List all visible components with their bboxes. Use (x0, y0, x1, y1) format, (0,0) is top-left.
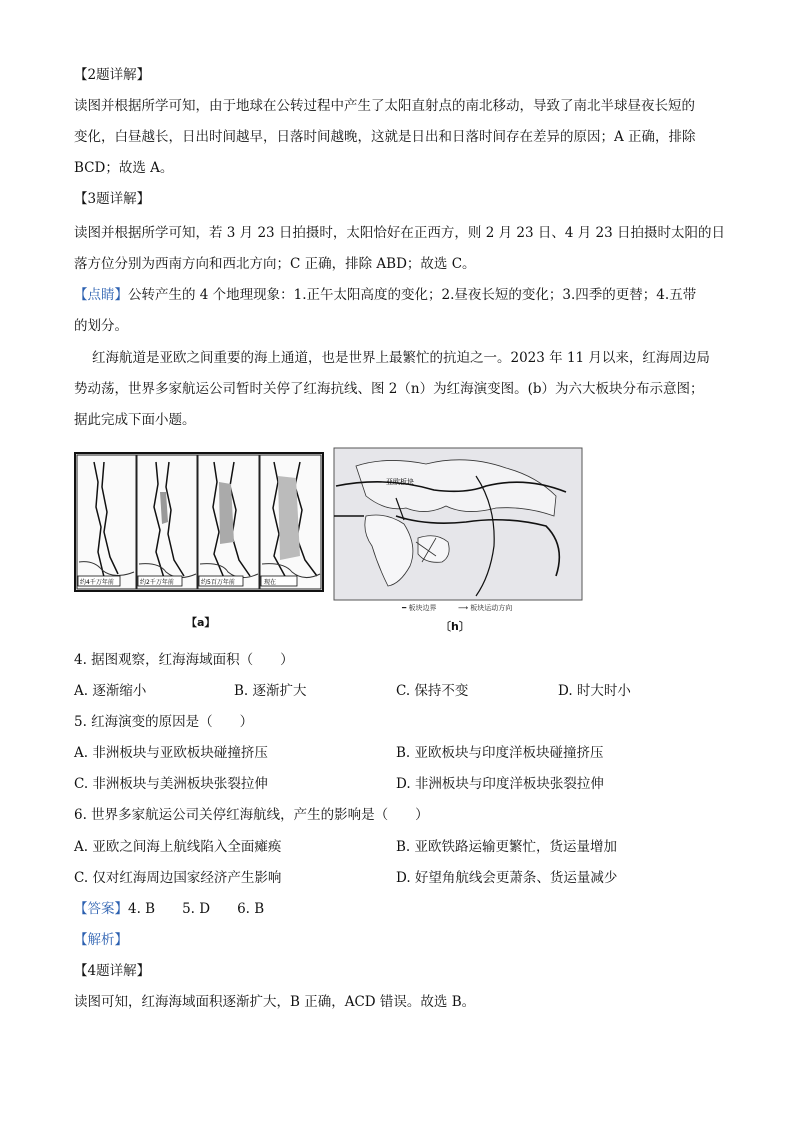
q5-stem: 5. 红海演变的原因是（ ） (74, 714, 254, 730)
section2-line-3: BCD；故选 A。 (74, 160, 174, 176)
q5-option-d: D. 非洲板块与印度洋板块张裂拉伸 (396, 776, 604, 792)
q6-stem: 6. 世界多家航运公司关停红海航线，产生的影响是（ ） (74, 807, 429, 823)
panel-4 (260, 455, 321, 589)
legend-direction: ⟶ 板块运动方向 (458, 604, 513, 612)
dianjing-text: 公转产生的 4 个地理现象：1.正午太阳高度的变化；2.昼夜长短的变化；3.四季的更替；4.五带 (128, 287, 697, 303)
answer-label: 【答案】 (74, 901, 128, 917)
legend-boundary: ━ 板块边界 (402, 604, 437, 612)
panel-label-4: 现在 (264, 579, 277, 586)
section3-heading: 【3题详解】 (74, 191, 151, 207)
dianjing-label: 【点睛】 (74, 287, 128, 303)
q4-option-d: D. 时大时小 (558, 683, 631, 699)
dianjing-line-1 (74, 286, 696, 304)
section3-line-2: 落方位分别为西南方向和西北方向；C 正确，排除 ABD；故选 C。 (74, 256, 476, 272)
q4-option-a: A. 逐渐缩小 (74, 683, 147, 699)
section2-heading: 【2题详解】 (74, 67, 151, 83)
panel-label-3: 约5百万年前 (201, 579, 235, 586)
intro-line-2: 势动荡，世界多家航运公司暂时关停了红海抗线、图 2（n）为红海演变图。(b）为六大板块分布示意图； (74, 381, 704, 397)
caption-b: 〔h〕 (440, 620, 470, 633)
q4-stem: 4. 据图观察，红海海域面积（ ） (74, 652, 294, 668)
q4-option-b: B. 逐渐扩大 (234, 683, 307, 699)
section4-line: 读图可知，红海海域面积逐渐扩大，B 正确，ACD 错误。故选 B。 (74, 994, 476, 1010)
panel-label-2: 约2千万年前 (140, 579, 174, 586)
answer-line (74, 900, 264, 918)
intro-line-1: 红海航道是亚欧之间重要的海上通道，也是世界上最繁忙的抗迫之一。2023 年 11 月以来，红海周边局 (92, 350, 710, 366)
q5-option-c: C. 非洲板块与美洲板块张裂拉伸 (74, 776, 268, 792)
q6-option-d: D. 好望角航线会更萧条、货运量减少 (396, 870, 618, 886)
map-label: 亚欧板块 (386, 478, 414, 486)
caption-a: 【a】 (186, 616, 216, 629)
panel-1 (77, 455, 136, 589)
section4-heading: 【4题详解】 (74, 963, 151, 979)
q6-option-c: C. 仅对红海周边国家经济产生影响 (74, 870, 282, 886)
q4-option-c: C. 保持不变 (396, 683, 469, 699)
panel-2 (137, 455, 197, 589)
analysis-label: 【解析】 (74, 932, 128, 948)
q5-option-b: B. 亚欧板块与印度洋板块碰撞挤压 (396, 745, 604, 761)
panel-3 (198, 455, 259, 589)
plates-map-figure (326, 446, 584, 602)
q5-option-a: A. 非洲板块与亚欧板块碰撞挤压 (74, 745, 268, 761)
red-sea-evolution-figure (74, 452, 324, 592)
q6-option-a: A. 亚欧之间海上航线陷入全面瘫痪 (74, 839, 282, 855)
section3-line-1: 读图并根据所学可知，若 3 月 23 日拍摄时，太阳恰好在正西方，则 2 月 23 日、4 月 23 日拍摄时太阳的日 (74, 225, 726, 241)
panel-label-1: 约4千万年前 (80, 579, 114, 586)
intro-line-3: 据此完成下面小题。 (74, 412, 196, 428)
dianjing-line-2: 的划分。 (74, 318, 128, 334)
answer-values: 4. B 5. D 6. B (128, 901, 265, 917)
section2-line-2: 变化，白昼越长，日出时间越早，日落时间越晚，这就是日出和日落时间存在差异的原因；A 正确，排除 (74, 129, 696, 145)
q6-option-b: B. 亚欧铁路运输更繁忙，货运量增加 (396, 839, 618, 855)
section2-line-1: 读图并根据所学可知，由于地球在公转过程中产生了太阳直射点的南北移动，导致了南北半球昼夜长短的 (74, 98, 695, 114)
